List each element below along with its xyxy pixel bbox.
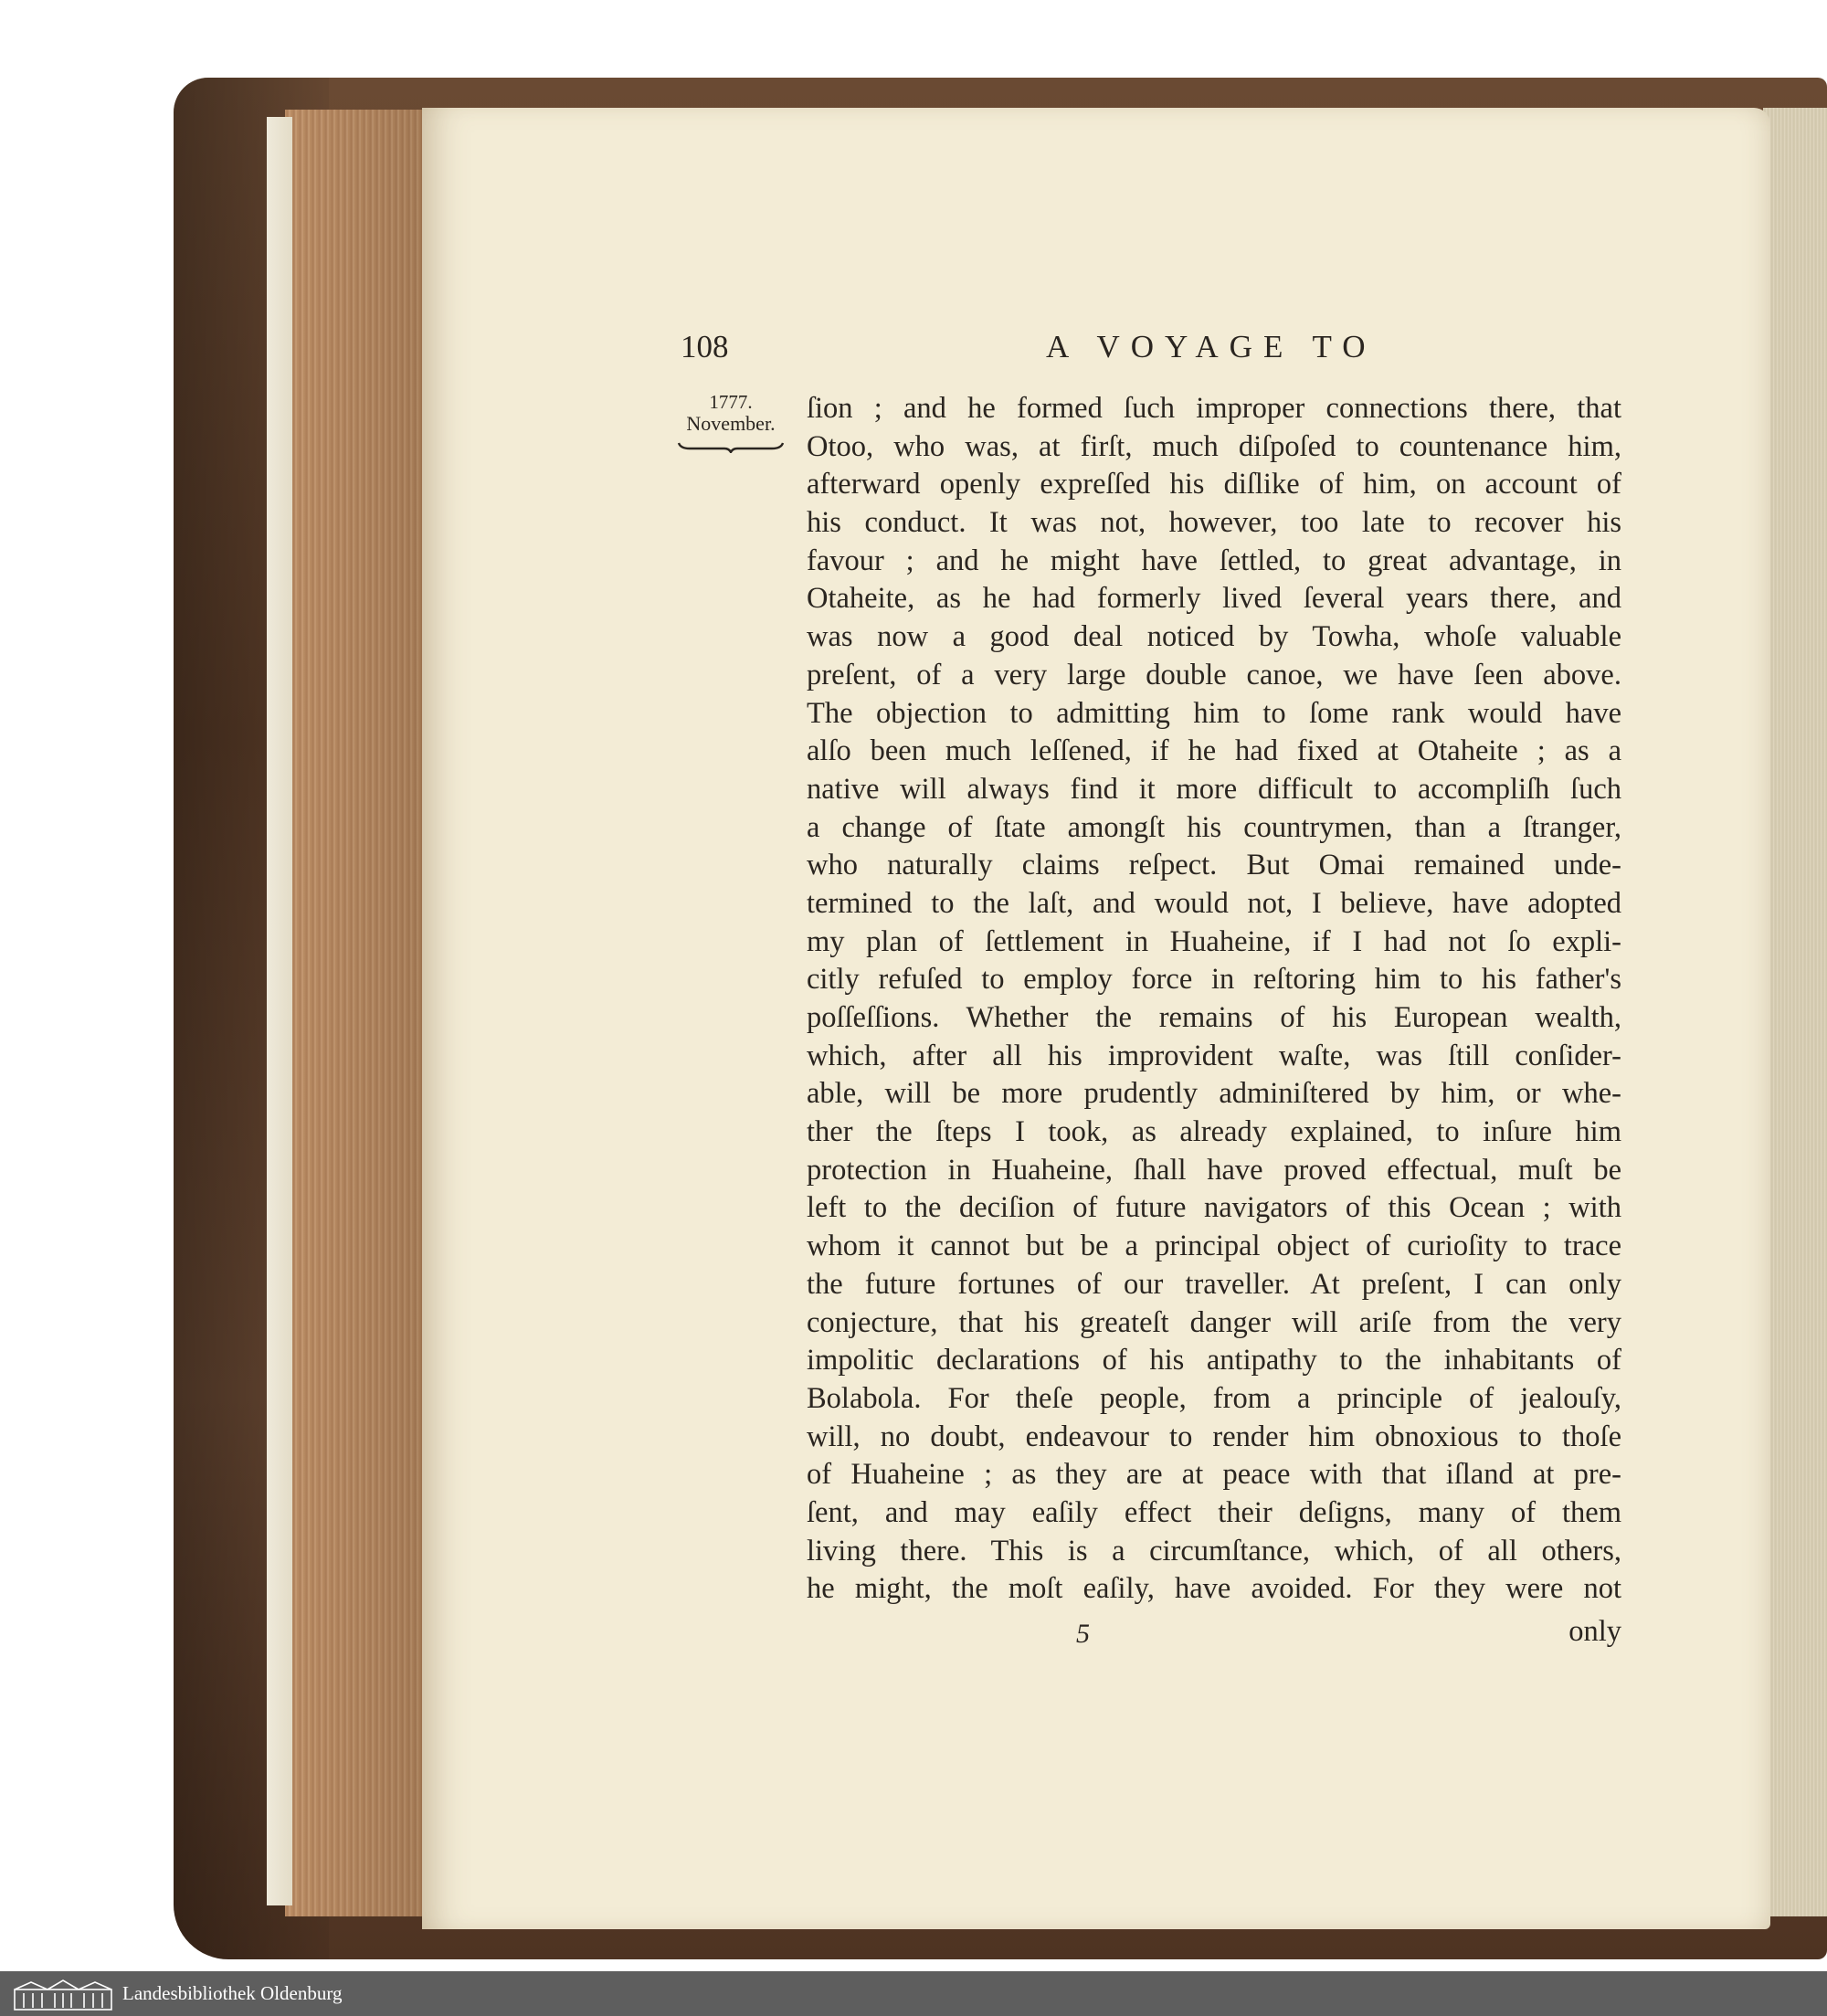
- footer-bar: [0, 1971, 1827, 2016]
- text-line: favour ; and he might have ſettled, to great advantage, in: [807, 544, 1621, 577]
- text-line: Bolabola. For theſe people, from a principle of jealouſy,: [807, 1381, 1621, 1415]
- text-line: he might, the moſt eaſily, have avoided. For they were not: [807, 1572, 1621, 1606]
- margin-note-year: 1777.: [709, 391, 753, 413]
- text-line: native will always find it more difficult to accompliſh ſuch: [807, 772, 1621, 806]
- text-line: left to the deciſion of future navigators of this Ocean ; with: [807, 1191, 1621, 1225]
- library-building-icon: [13, 1979, 113, 2011]
- text-line: who naturally claims reſpect. But Omai remained unde-: [807, 849, 1621, 882]
- text-line: impolitic declarations of his antipathy to the inhabitants of: [807, 1344, 1621, 1377]
- facing-page-edge: [1763, 108, 1827, 1916]
- text-line: a change of ſtate amongſt his countrymen, than a ſtranger,: [807, 810, 1621, 844]
- margin-note-month: November.: [686, 412, 776, 435]
- endpaper-edge: [267, 117, 292, 1905]
- catchword-text: only: [1568, 1615, 1621, 1648]
- text-line: the future fortunes of our traveller. At preſent, I can only: [807, 1267, 1621, 1301]
- text-line: afterward openly expreſſed his diſlike of him, on account of: [807, 468, 1621, 501]
- signature-mark: 5: [1076, 1619, 1090, 1649]
- text-line: termined to the laſt, and would not, I believe, have adopted: [807, 886, 1621, 920]
- text-line: whom it cannot but be a principal object of curioſity to trace: [807, 1230, 1621, 1263]
- library-name: Landesbibliothek Oldenburg: [122, 1982, 343, 2004]
- running-head: [681, 329, 1621, 369]
- text-line: living there. This is a circumſtance, which, of all others,: [807, 1534, 1621, 1567]
- text-line: Otoo, who was, at firſt, much diſpoſed to countenance him,: [807, 429, 1621, 463]
- brace-ornament-icon: [677, 440, 785, 453]
- body-text: [807, 390, 1621, 1609]
- catchword: [1370, 1615, 1621, 1649]
- text-line: will, no doubt, endeavour to render him obnoxious to thoſe: [807, 1420, 1621, 1453]
- text-line: alſo been much leſſened, if he had fixed at Otaheite ; as a: [807, 734, 1621, 768]
- text-line: protection in Huaheine, ſhall have proved effectual, muſt be: [807, 1153, 1621, 1187]
- text-line: of Huaheine ; as they are at peace with that iſland at pre-: [807, 1458, 1621, 1492]
- margin-note: [671, 391, 790, 453]
- text-line: which, after all his improvident waſte, was ſtill conſider-: [807, 1039, 1621, 1072]
- text-line: conjecture, that his greateſt danger will ariſe from the very: [807, 1305, 1621, 1339]
- text-line: was now a good deal noticed by Towha, whoſe valuable: [807, 620, 1621, 654]
- page-number: 108: [681, 329, 729, 364]
- text-line: my plan of ſettlement in Huaheine, if I had not ſo expli-: [807, 924, 1621, 958]
- text-line: ſion ; and he formed ſuch improper connections there, that: [807, 392, 1621, 425]
- text-line: Otaheite, as he had formerly lived ſeveral years there, and: [807, 582, 1621, 616]
- text-line: ther the ſteps I took, as already explained, to inſure him: [807, 1115, 1621, 1149]
- running-title: A VOYAGE TO: [1046, 329, 1377, 364]
- text-line: poſſeſſions. Whether the remains of his European wealth,: [807, 1001, 1621, 1034]
- text-line: preſent, of a very large double canoe, we have ſeen above.: [807, 658, 1621, 691]
- text-line: ſent, and may eaſily effect their deſigns, many of them: [807, 1495, 1621, 1529]
- text-line: The objection to admitting him to ſome rank would have: [807, 696, 1621, 730]
- page-block-edges: [285, 110, 431, 1916]
- text-line: his conduct. It was not, however, too late to recover his: [807, 506, 1621, 540]
- text-line: able, will be more prudently adminiſtered by him, or whe-: [807, 1077, 1621, 1111]
- text-line: citly refuſed to employ force in reſtoring him to his father's: [807, 963, 1621, 997]
